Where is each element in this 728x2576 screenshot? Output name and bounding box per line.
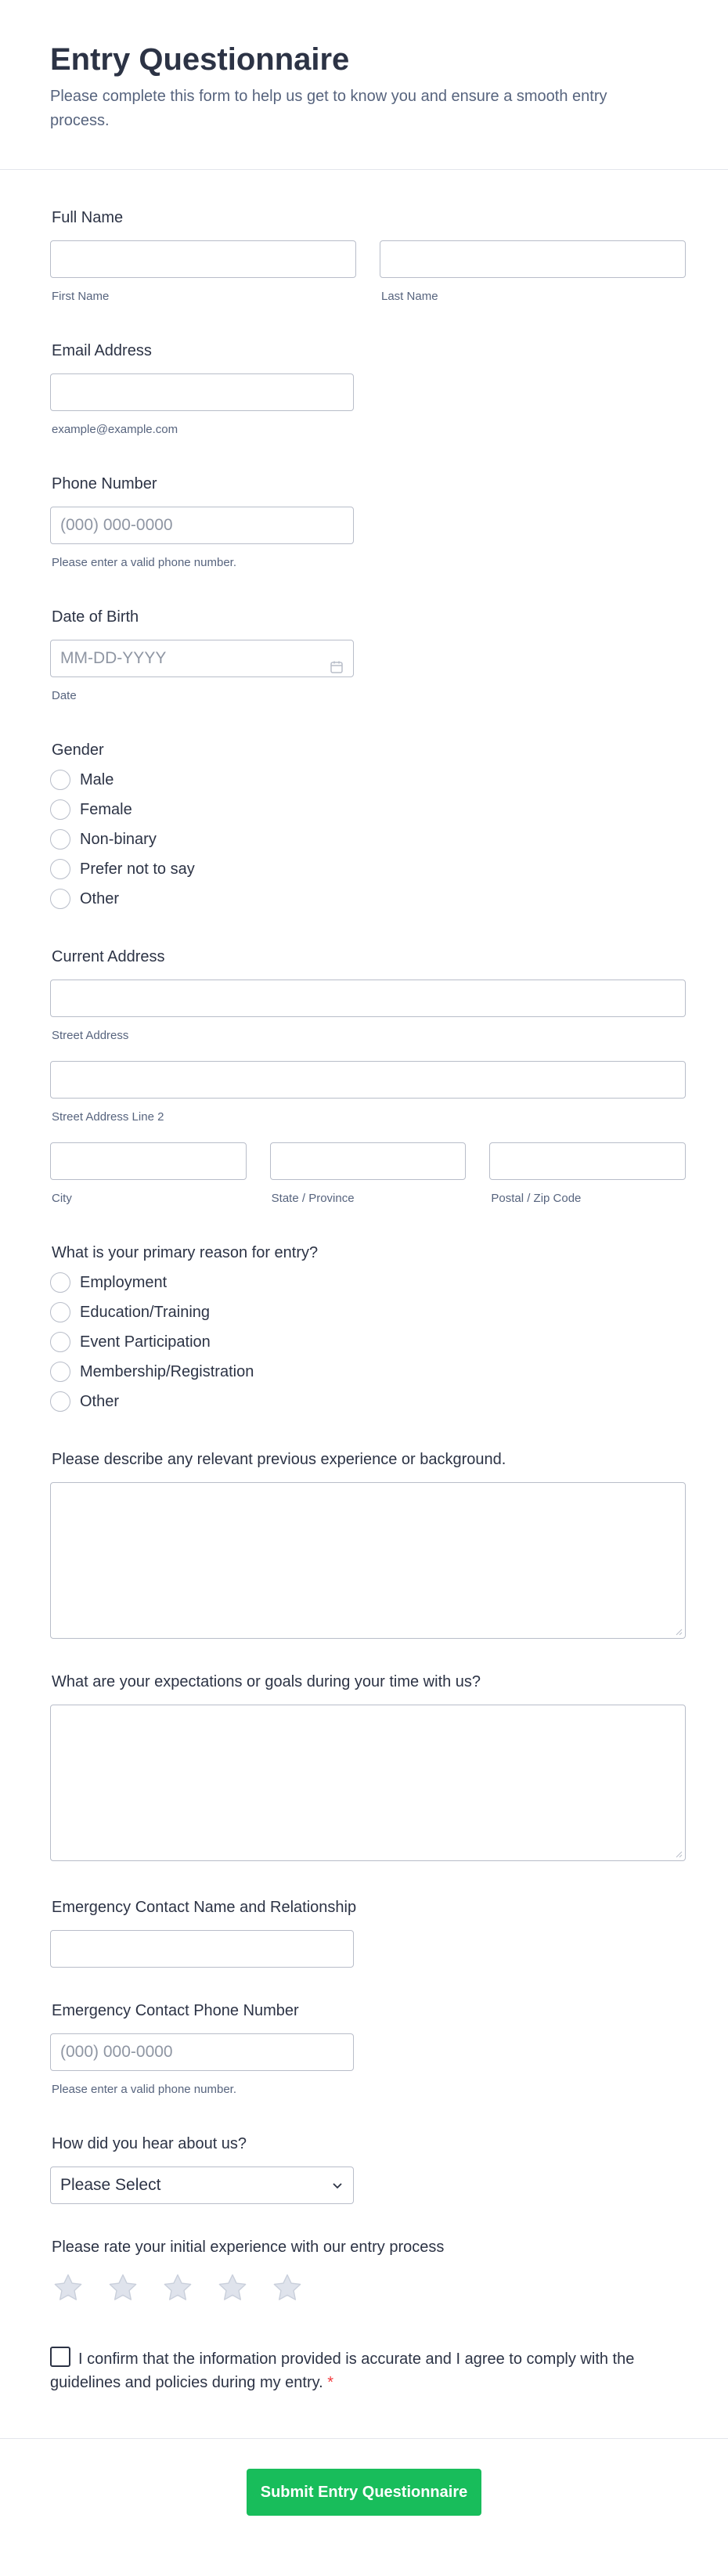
radio-button[interactable] [50,770,70,790]
radio-button[interactable] [50,799,70,820]
emergency-name-input[interactable] [50,1930,354,1968]
radio-button[interactable] [50,1302,70,1322]
required-mark: * [327,2374,334,2391]
gender-option-label: Prefer not to say [80,860,195,878]
dob-sublabel: Date [52,689,77,702]
dob-field [50,607,686,704]
expectations-textarea[interactable] [50,1705,686,1861]
radio-button[interactable] [50,1272,70,1293]
reason-option-label: Employment [80,1273,168,1291]
resize-handle-icon[interactable] [675,1628,683,1636]
gender-option-label: Female [80,800,132,818]
street-address-line2-input[interactable] [50,1061,686,1099]
confirm-checkbox-row[interactable] [50,2347,645,2394]
gender-option[interactable] [50,854,686,884]
rating-field [50,2237,686,2304]
heard-label: How did you hear about us? [52,2135,247,2152]
star-icon[interactable] [106,2271,139,2304]
gender-option[interactable] [50,765,686,795]
radio-button[interactable] [50,889,70,909]
reason-option-label: Membership/Registration [80,1362,254,1380]
phone-label: Phone Number [52,475,157,492]
heard-select[interactable] [50,2167,354,2204]
phone-input[interactable]: (000) 000-0000 [50,507,354,544]
radio-button[interactable] [50,1362,70,1382]
address-label: Current Address [52,948,165,965]
page-title: Entry Questionnaire [50,42,350,77]
experience-field [50,1449,686,1639]
experience-label: Please describe any relevant previous experience or background. [52,1451,506,1468]
emergency-phone-label: Emergency Contact Phone Number [52,2002,299,2019]
gender-option-label: Other [80,889,120,907]
full-name-field [50,207,686,305]
gender-option-label: Male [80,770,114,788]
address-field [50,947,686,1207]
state-sublabel: State / Province [271,1192,355,1205]
phone-field [50,474,686,571]
emergency-name-label: Emergency Contact Name and Relationship [52,1899,357,1916]
street-address-input[interactable] [50,980,686,1017]
emergency-phone-input[interactable]: (000) 000-0000 [50,2033,354,2071]
gender-option-label: Non-binary [80,830,157,848]
radio-button[interactable] [50,1391,70,1412]
reason-option[interactable] [50,1268,686,1297]
dob-input[interactable] [50,640,354,677]
submit-button[interactable]: Submit Entry Questionnaire [247,2469,481,2516]
star-icon[interactable] [271,2271,304,2304]
star-rating[interactable] [52,2271,686,2304]
reason-option[interactable] [50,1297,686,1327]
reason-option[interactable] [50,1357,686,1387]
rating-label: Please rate your initial experience with our entry process [52,2239,445,2256]
page-subtitle: Please complete this form to help us get to know you and ensure a smooth entry process. [50,88,607,129]
form-body [0,207,728,2394]
expectations-label: What are your expectations or goals during your time with us? [52,1673,481,1690]
emergency-phone-sublabel: Please enter a valid phone number. [52,2083,236,2096]
gender-option[interactable] [50,824,686,854]
street-address-line2-sublabel: Street Address Line 2 [52,1110,164,1124]
form-footer [0,2438,728,2516]
street-address-sublabel: Street Address [52,1029,129,1042]
zip-input[interactable] [489,1142,686,1180]
reason-field [50,1243,686,1416]
city-sublabel: City [52,1192,72,1205]
emergency-phone-field [50,2001,686,2098]
first-name-sublabel: First Name [52,290,110,303]
phone-sublabel: Please enter a valid phone number. [52,556,236,569]
reason-option-label: Other [80,1392,120,1410]
zip-sublabel: Postal / Zip Code [491,1192,582,1205]
full-name-label: Full Name [52,209,124,226]
resize-handle-icon[interactable] [675,1850,683,1858]
calendar-icon[interactable] [330,651,344,666]
dob-placeholder: MM-DD-YYYY [60,649,167,667]
radio-button[interactable] [50,1332,70,1352]
last-name-input[interactable] [380,240,686,278]
email-label: Email Address [52,342,152,359]
star-icon[interactable] [161,2271,194,2304]
reason-option[interactable] [50,1387,686,1416]
dob-label: Date of Birth [52,608,139,626]
confirm-field [50,2347,686,2394]
email-input[interactable] [50,373,354,411]
state-input[interactable] [270,1142,467,1180]
form-header [0,0,728,170]
gender-option[interactable] [50,795,686,824]
confirm-text: I confirm that the information provided is accurate and I agree to comply with the guidelines and policies during my entry. [50,2351,635,2391]
radio-button[interactable] [50,829,70,850]
gender-label: Gender [52,741,104,759]
first-name-input[interactable] [50,240,356,278]
confirm-checkbox[interactable] [50,2347,70,2367]
star-icon[interactable] [52,2271,85,2304]
chevron-down-icon [331,2179,344,2192]
heard-field [50,2134,686,2204]
emergency-name-field [50,1897,686,1968]
last-name-sublabel: Last Name [381,290,438,303]
star-icon[interactable] [216,2271,249,2304]
expectations-field [50,1672,686,1861]
radio-button[interactable] [50,859,70,879]
gender-field [50,740,686,914]
gender-option[interactable] [50,884,686,914]
reason-option-label: Education/Training [80,1303,211,1321]
experience-textarea[interactable] [50,1482,686,1639]
email-field [50,341,686,438]
heard-selected-value: Please Select [60,2176,161,2194]
city-input[interactable] [50,1142,247,1180]
reason-label: What is your primary reason for entry? [52,1244,319,1261]
reason-option-label: Event Participation [80,1333,211,1351]
email-sublabel: example@example.com [52,423,178,436]
reason-option[interactable] [50,1327,686,1357]
